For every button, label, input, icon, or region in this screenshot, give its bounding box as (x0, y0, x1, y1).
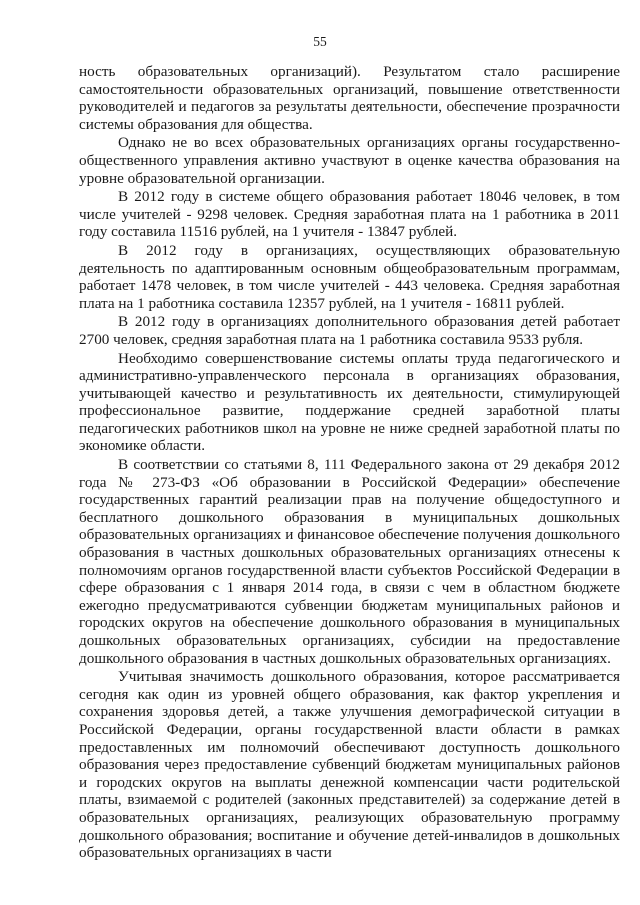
page-number: 55 (313, 34, 327, 49)
paragraph-4: В 2012 году в организациях, осуществляющих образовательную деятельность по адаптированным основным общеобразовательным программам, работает 1478 человек, в том числе учителей - 443 человека. Средняя заработная плата на 1 работника составила 12357 рублей, на 1 учителя - 16811 рублей. (79, 241, 620, 312)
paragraph-7: В соответствии со статьями 8, 111 Федерального закона от 29 декабря 2012 года № 273-ФЗ «Об образовании в Российской Федерации» обеспечение государственных гарантий реализации прав на получение общедоступного и бесплатного дошкольного образования в муниципальных дошкольных образовательных организациях и финансовое обеспечение получения дошкольного образования в частных дошкольных образовательных организациях отнесены к полномочиям органов государственной власти субъектов Российской Федерации в сфере образования с 1 января 2014 года, в связи с чем в областном бюджете ежегодно предусматриваются субвенции бюджетам муниципальных районов и городских округов на обеспечение дошкольного образования в муниципальных дошкольных образовательных организациях, субсидии на предоставление дошкольного образования в частных дошкольных образовательных организациях. (79, 456, 620, 667)
paragraph-3: В 2012 году в системе общего образования работает 18046 человек, в том числе учителей - 9298 человек. Средняя заработная плата на 1 работника в 2011 году составила 11516 рублей, на 1 учителя - 13847 рублей. (79, 188, 620, 241)
paragraph-8: Учитывая значимость дошкольного образования, которое рассматривается сегодня как один из уровней общего образования, как фактор укрепления и сохранения здоровья детей, а также улучшения демографической ситуации в Российской Федерации, органы государственной власти области в рамках предоставленных им полномочий обеспечивают доступность дошкольного образования через предоставление субвенций бюджетам муниципальных районов и городских округов на выплаты денежной компенсации части родительской платы, взимаемой с родителей (законных представителей) за содержание детей в образовательных организациях, реализующих образовательную программу дошкольного образования; воспитание и обучение детей-инвалидов в дошкольных образовательных организациях в части (79, 668, 620, 862)
paragraph-1: ность образовательных организаций). Результатом стало расширение самостоятельности образовательных организаций, повышение ответственности руководителей и педагогов за результаты деятельности, обеспечение прозрачности системы образования для общества. (79, 63, 620, 133)
paragraph-2: Однако не во всех образовательных организациях органы государственно-общественного управления активно участвуют в оценке качества образования на уровне образовательной организации. (79, 134, 620, 187)
document-body (79, 63, 620, 862)
paragraph-6: Необходимо совершенствование системы оплаты труда педагогического и административно-управленческого персонала в организациях образования, учитывающей качество и результативность их деятельности, стимулирующей профессиональное развитие, поддержание средней заработной платы педагогических работников школ на уровне не ниже средней заработной платы по экономике области. (79, 349, 620, 455)
paragraph-5: В 2012 году в организациях дополнительного образования детей работает 2700 человек, средняя заработная плата на 1 работника составила 9533 рубля. (79, 313, 620, 348)
